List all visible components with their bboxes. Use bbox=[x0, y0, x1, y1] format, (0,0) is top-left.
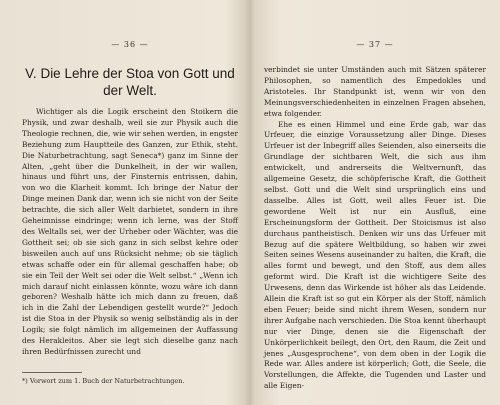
right-body-text bbox=[264, 65, 486, 392]
chapter-title: V. Die Lehre der Stoa von Gott und der Welt. bbox=[25, 66, 235, 98]
page-number-left: — 36 — bbox=[111, 40, 149, 49]
footnote-rule bbox=[22, 372, 82, 373]
paragraph: Ehe es einen Himmel und eine Erde gab, war das Urfeuer, die einzige Voraussetzung aller Dinge. Dieses Urfeuer ist der Inbegriff alles Seienden, also einerseits die Grundlage der sichtbaren Welt, die sich aus ihm entwickelt, und andrerseits die Weltvernunft, das allgemeine Gesetz, die schöpferische Kraft, die Gottheit selbst. Gott und die Welt sind ursprünglich eins und dasselbe. Alles ist Gott, weil alles Feuer ist. Die gewordene Welt ist nur ein Ausfluß, eine Erscheinungsform der Gottheit. Der Stoicismus ist also durchaus pantheistisch. Denken wir uns das Urfeuer mit Bezug auf die spätere Weltbildung, so haben wir zwei Seiten seines Wesens auseinander zu halten, die Kraft, die alles formt und bewegt, und den Stoff, aus dem alles geformt wird. Die Kraft ist die wichtigere Seite des Urwesens, denn das Wirkende ist höher als das Leidende. Allein die Kraft ist so gut ein Körper als der Stoff, nämlich eben Feuer; beide sind nicht ihrem Wesen, sondern nur ihrer Aufgabe nach verschieden. Die Stoa kennt überhaupt nur vier Dinge, denen sie die Eigenschaft der Unkörperlichkeit beilegt, den Ort, den Raum, die Zeit und jenes „Ausgesprochene“, von dem oben in der Logik die Rede war. Alles andere ist körperlich; Gott, die Seele, die Vorstellungen, die Affekte, die Tugenden und Laster und alle Eigen- bbox=[264, 119, 486, 391]
left-page bbox=[0, 0, 248, 405]
footnote: *) Vorwort zum 1. Buch der Naturbetrachtungen. bbox=[22, 376, 185, 385]
paragraph: verbindet sie unter Umständen auch mit Sätzen späterer Philosophen, so namentlich des Empedokles und Aristoteles. Ihr Standpunkt ist, wenn wir von den Meinungsverschiedenheiten in einzelnen Fragen absehen, etwa folgender. bbox=[264, 65, 486, 118]
left-body-text bbox=[22, 107, 238, 358]
paragraph: Wichtiger als die Logik erscheint den Stoikern die Physik, und zwar deshalb, weil sie zur Physik auch die Theologie rechnen, die, wie wir sehen werden, in engster Beziehung zum Hauptteile des Ganzen, zur Ethik, steht. Die Naturbetrachtung, sagt Seneca*) ganz im Sinne der Alten, „geht über die Dunkelheit, in der wir wallen, hinaus und führt uns, der Finsternis entrissen, dahin, von wo die Klarheit kommt. Ich bringe der Natur der Dinge meinen Dank dar, wenn ich sie nicht von der Seite betrachte, die sich aller Welt darbietet, sondern in ihre Geheimnisse eindringe; wenn ich lerne, was der Stoff des Weltalls sei, wer der Urheber oder Wächter, was die Gottheit sei; ob sie sich ganz in sich selbst kehre oder bisweilen auch auf uns Rücksicht nehme; ob sie täglich etwas schaffe oder ein für allemal geschaffen habe; ob sie ein Teil der Welt sei oder die Welt selbst.“ „Wenn ich mich darauf nicht einlassen könnte, wozu wäre ich dann geboren? Weshalb hätte ich mich dann zu freuen, daß ich in die Zahl der Lebendigen gestellt wurde?“ Jedoch ist die Stoa in der Physik so wenig selbständig als in der Logik; sie folgt nämlich im allgemeinen der Auffassung des Herakleitos. Aber sie legt sich dieselbe ganz nach ihren Bedürfnissen zurecht und bbox=[22, 107, 238, 356]
page-number-right: — 37 — bbox=[356, 40, 394, 49]
right-page bbox=[252, 0, 500, 405]
